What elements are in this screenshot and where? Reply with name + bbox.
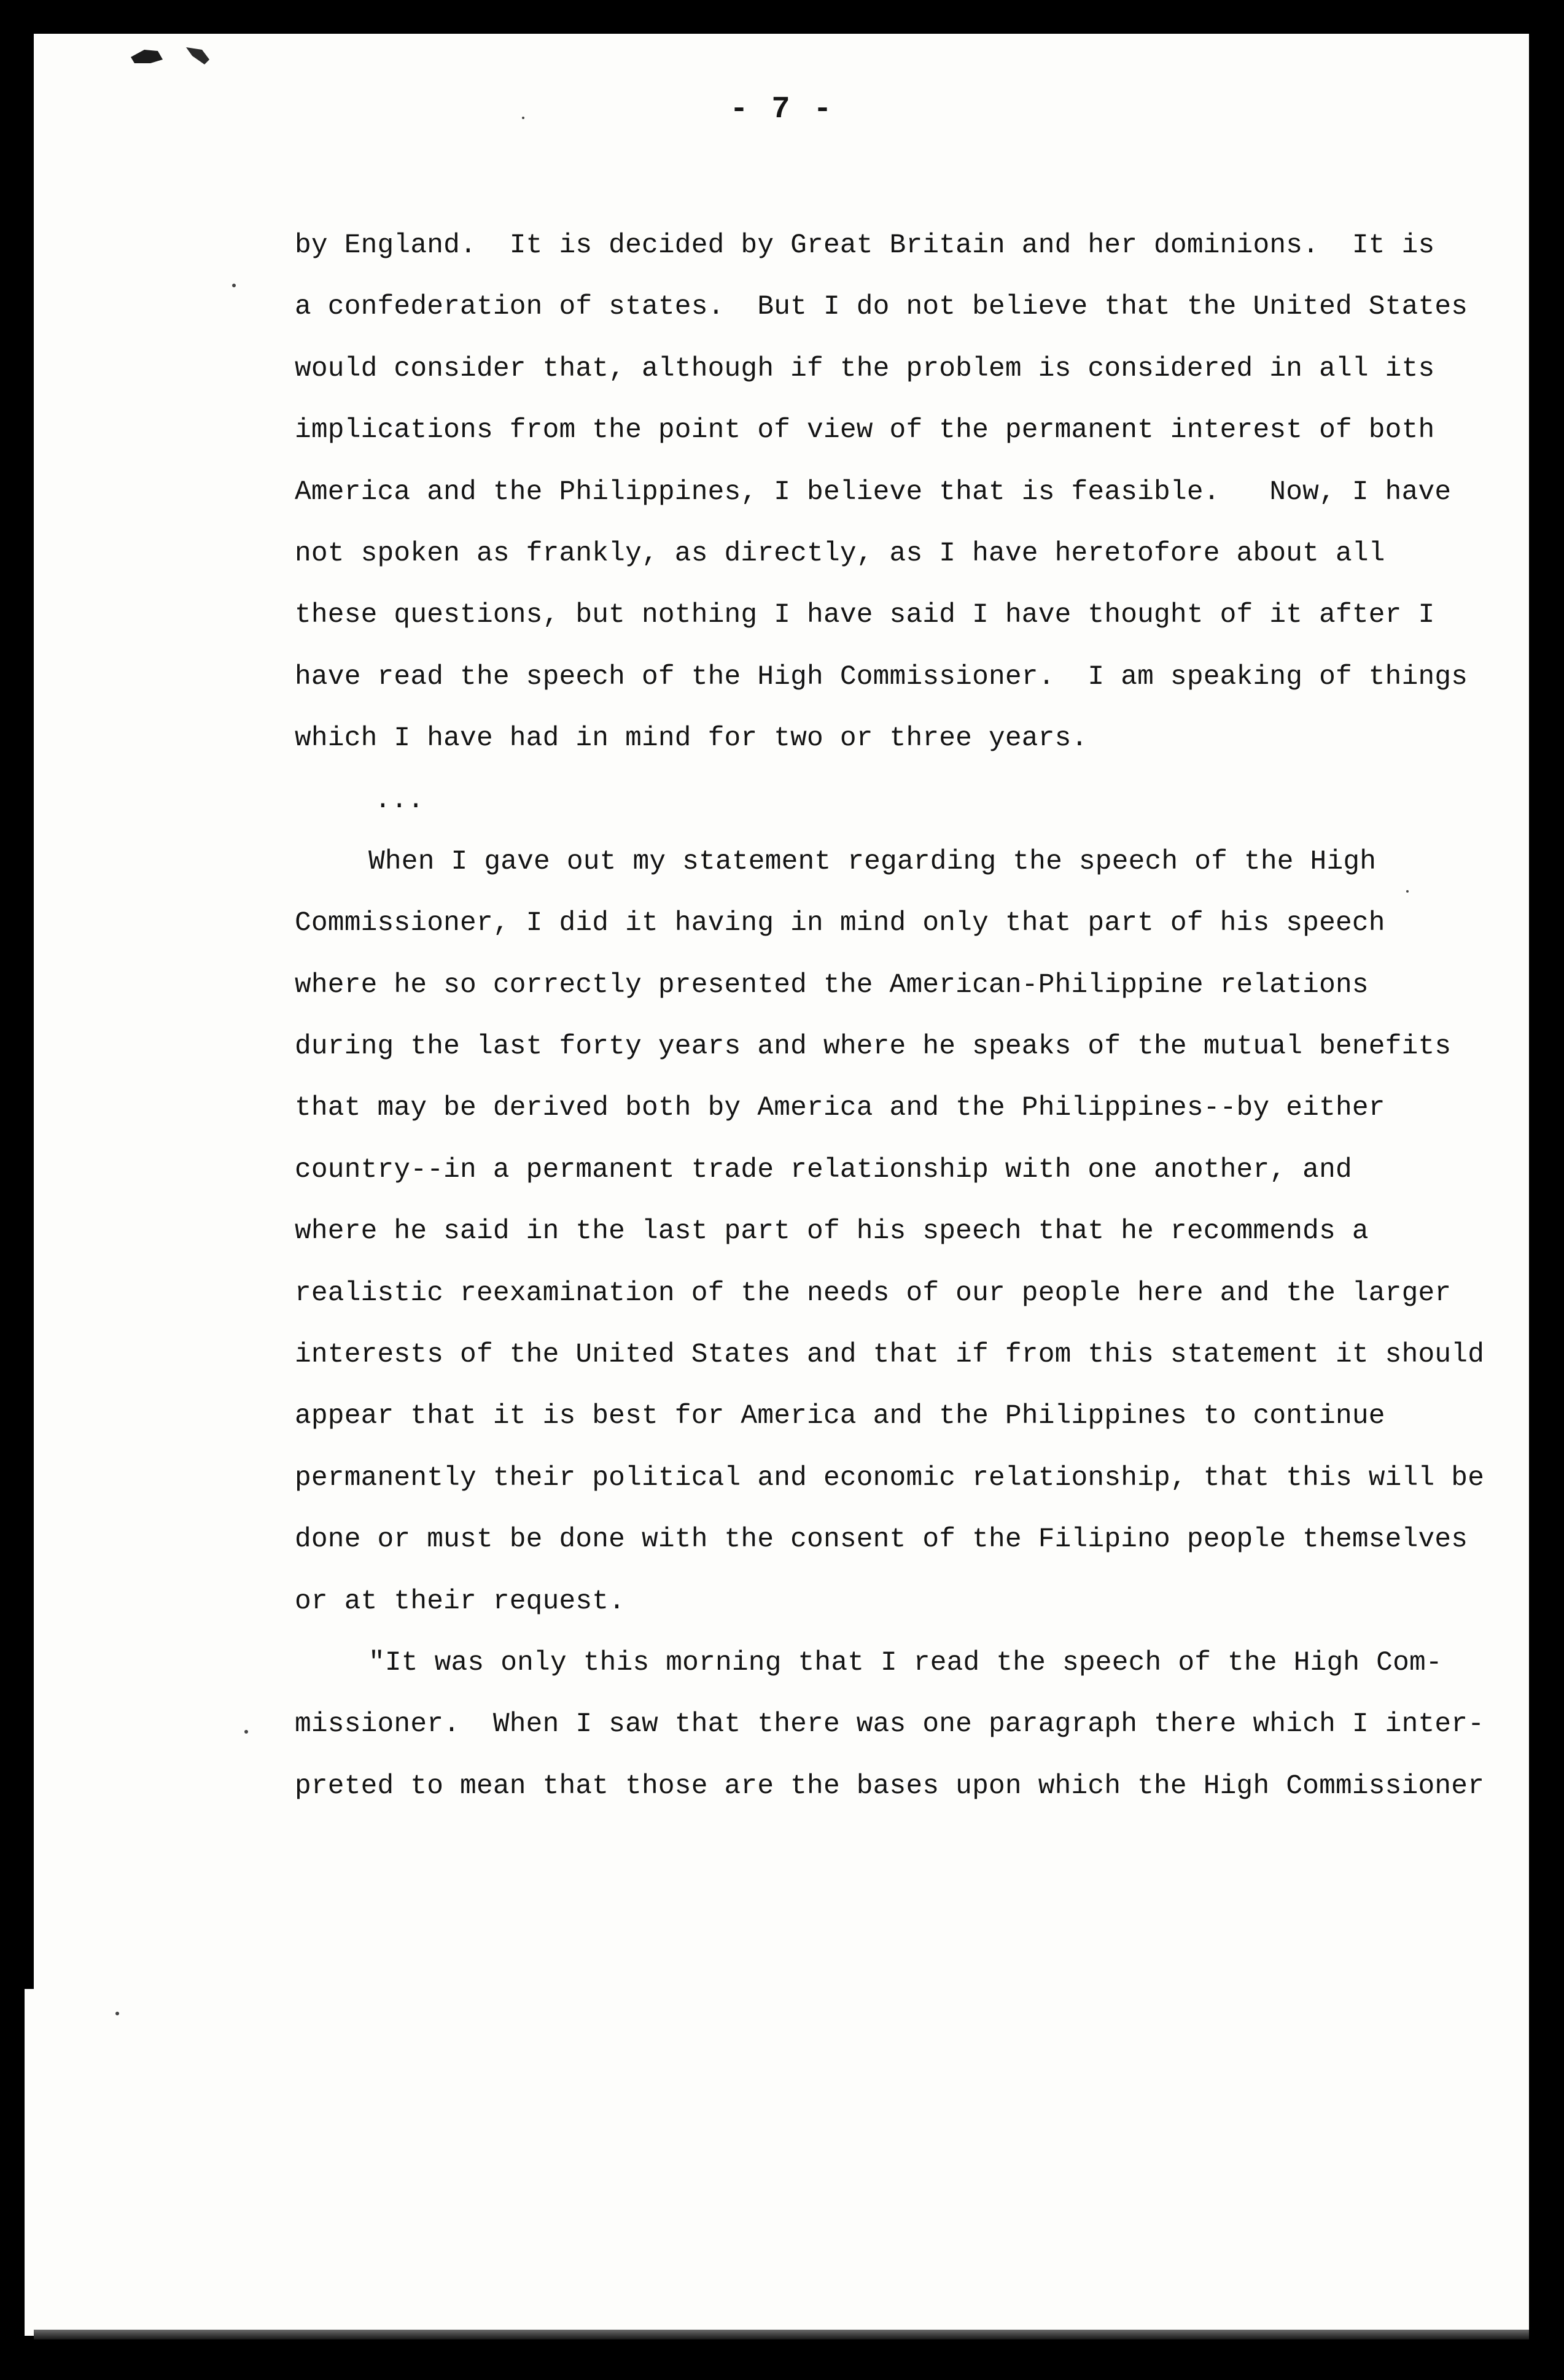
text-line: country--in a permanent trade relationship with one another, and bbox=[295, 1154, 1352, 1185]
text-line: not spoken as frankly, as directly, as I have heretofore about all bbox=[295, 538, 1385, 569]
page-number: - 7 - bbox=[729, 92, 835, 127]
text-line: preted to mean that those are the bases upon which the High Commissioner bbox=[295, 1770, 1485, 1802]
page-edge bbox=[25, 1989, 34, 2336]
text-line: that may be derived both by America and the Philippines--by either bbox=[295, 1093, 1385, 1124]
paper-speck bbox=[115, 2012, 119, 2015]
text-line: When I gave out my statement regarding the speech of the High bbox=[368, 846, 1377, 877]
text-line: where he so correctly presented the American-Philippine relations bbox=[295, 969, 1369, 1001]
text-line: implications from the point of view of the permanent interest of both bbox=[295, 415, 1435, 446]
page-bottom-edge bbox=[34, 2330, 1529, 2339]
document-body bbox=[295, 215, 1485, 1817]
ink-smudge bbox=[126, 39, 212, 68]
text-line: "It was only this morning that I read the speech of the High Com- bbox=[368, 1647, 1442, 1678]
text-line: appear that it is best for America and the Philippines to continue bbox=[295, 1401, 1385, 1432]
text-line: these questions, but nothing I have said I have thought of it after I bbox=[295, 600, 1435, 631]
text-line: Commissioner, I did it having in mind only that part of his speech bbox=[295, 908, 1385, 939]
ellipsis-separator: ... bbox=[375, 785, 424, 816]
text-line: America and the Philippines, I believe that is feasible. Now, I have bbox=[295, 476, 1452, 508]
text-line: where he said in the last part of his speech that he recommends a bbox=[295, 1216, 1369, 1247]
text-line: during the last forty years and where he speaks of the mutual benefits bbox=[295, 1031, 1452, 1063]
text-line: interests of the United States and that if from this statement it should bbox=[295, 1339, 1485, 1371]
text-line: would consider that, although if the problem is considered in all its bbox=[295, 353, 1435, 384]
text-line: which I have had in mind for two or three years. bbox=[295, 723, 1088, 754]
text-line: by England. It is decided by Great Britain and her dominions. It is bbox=[295, 230, 1435, 261]
text-line: missioner. When I saw that there was one paragraph there which I inter- bbox=[295, 1709, 1485, 1740]
paper-speck bbox=[244, 1730, 248, 1734]
text-line: a confederation of states. But I do not believe that the United States bbox=[295, 292, 1468, 323]
text-line: or at their request. bbox=[295, 1586, 626, 1617]
text-line: realistic reexamination of the needs of our people here and the larger bbox=[295, 1277, 1452, 1309]
paper-speck bbox=[232, 284, 236, 287]
text-line: permanently their political and economic relationship, that this will be bbox=[295, 1462, 1485, 1494]
text-line: done or must be done with the consent of the Filipino people themselves bbox=[295, 1524, 1468, 1556]
text-line: have read the speech of the High Commissioner. I am speaking of things bbox=[295, 661, 1468, 692]
